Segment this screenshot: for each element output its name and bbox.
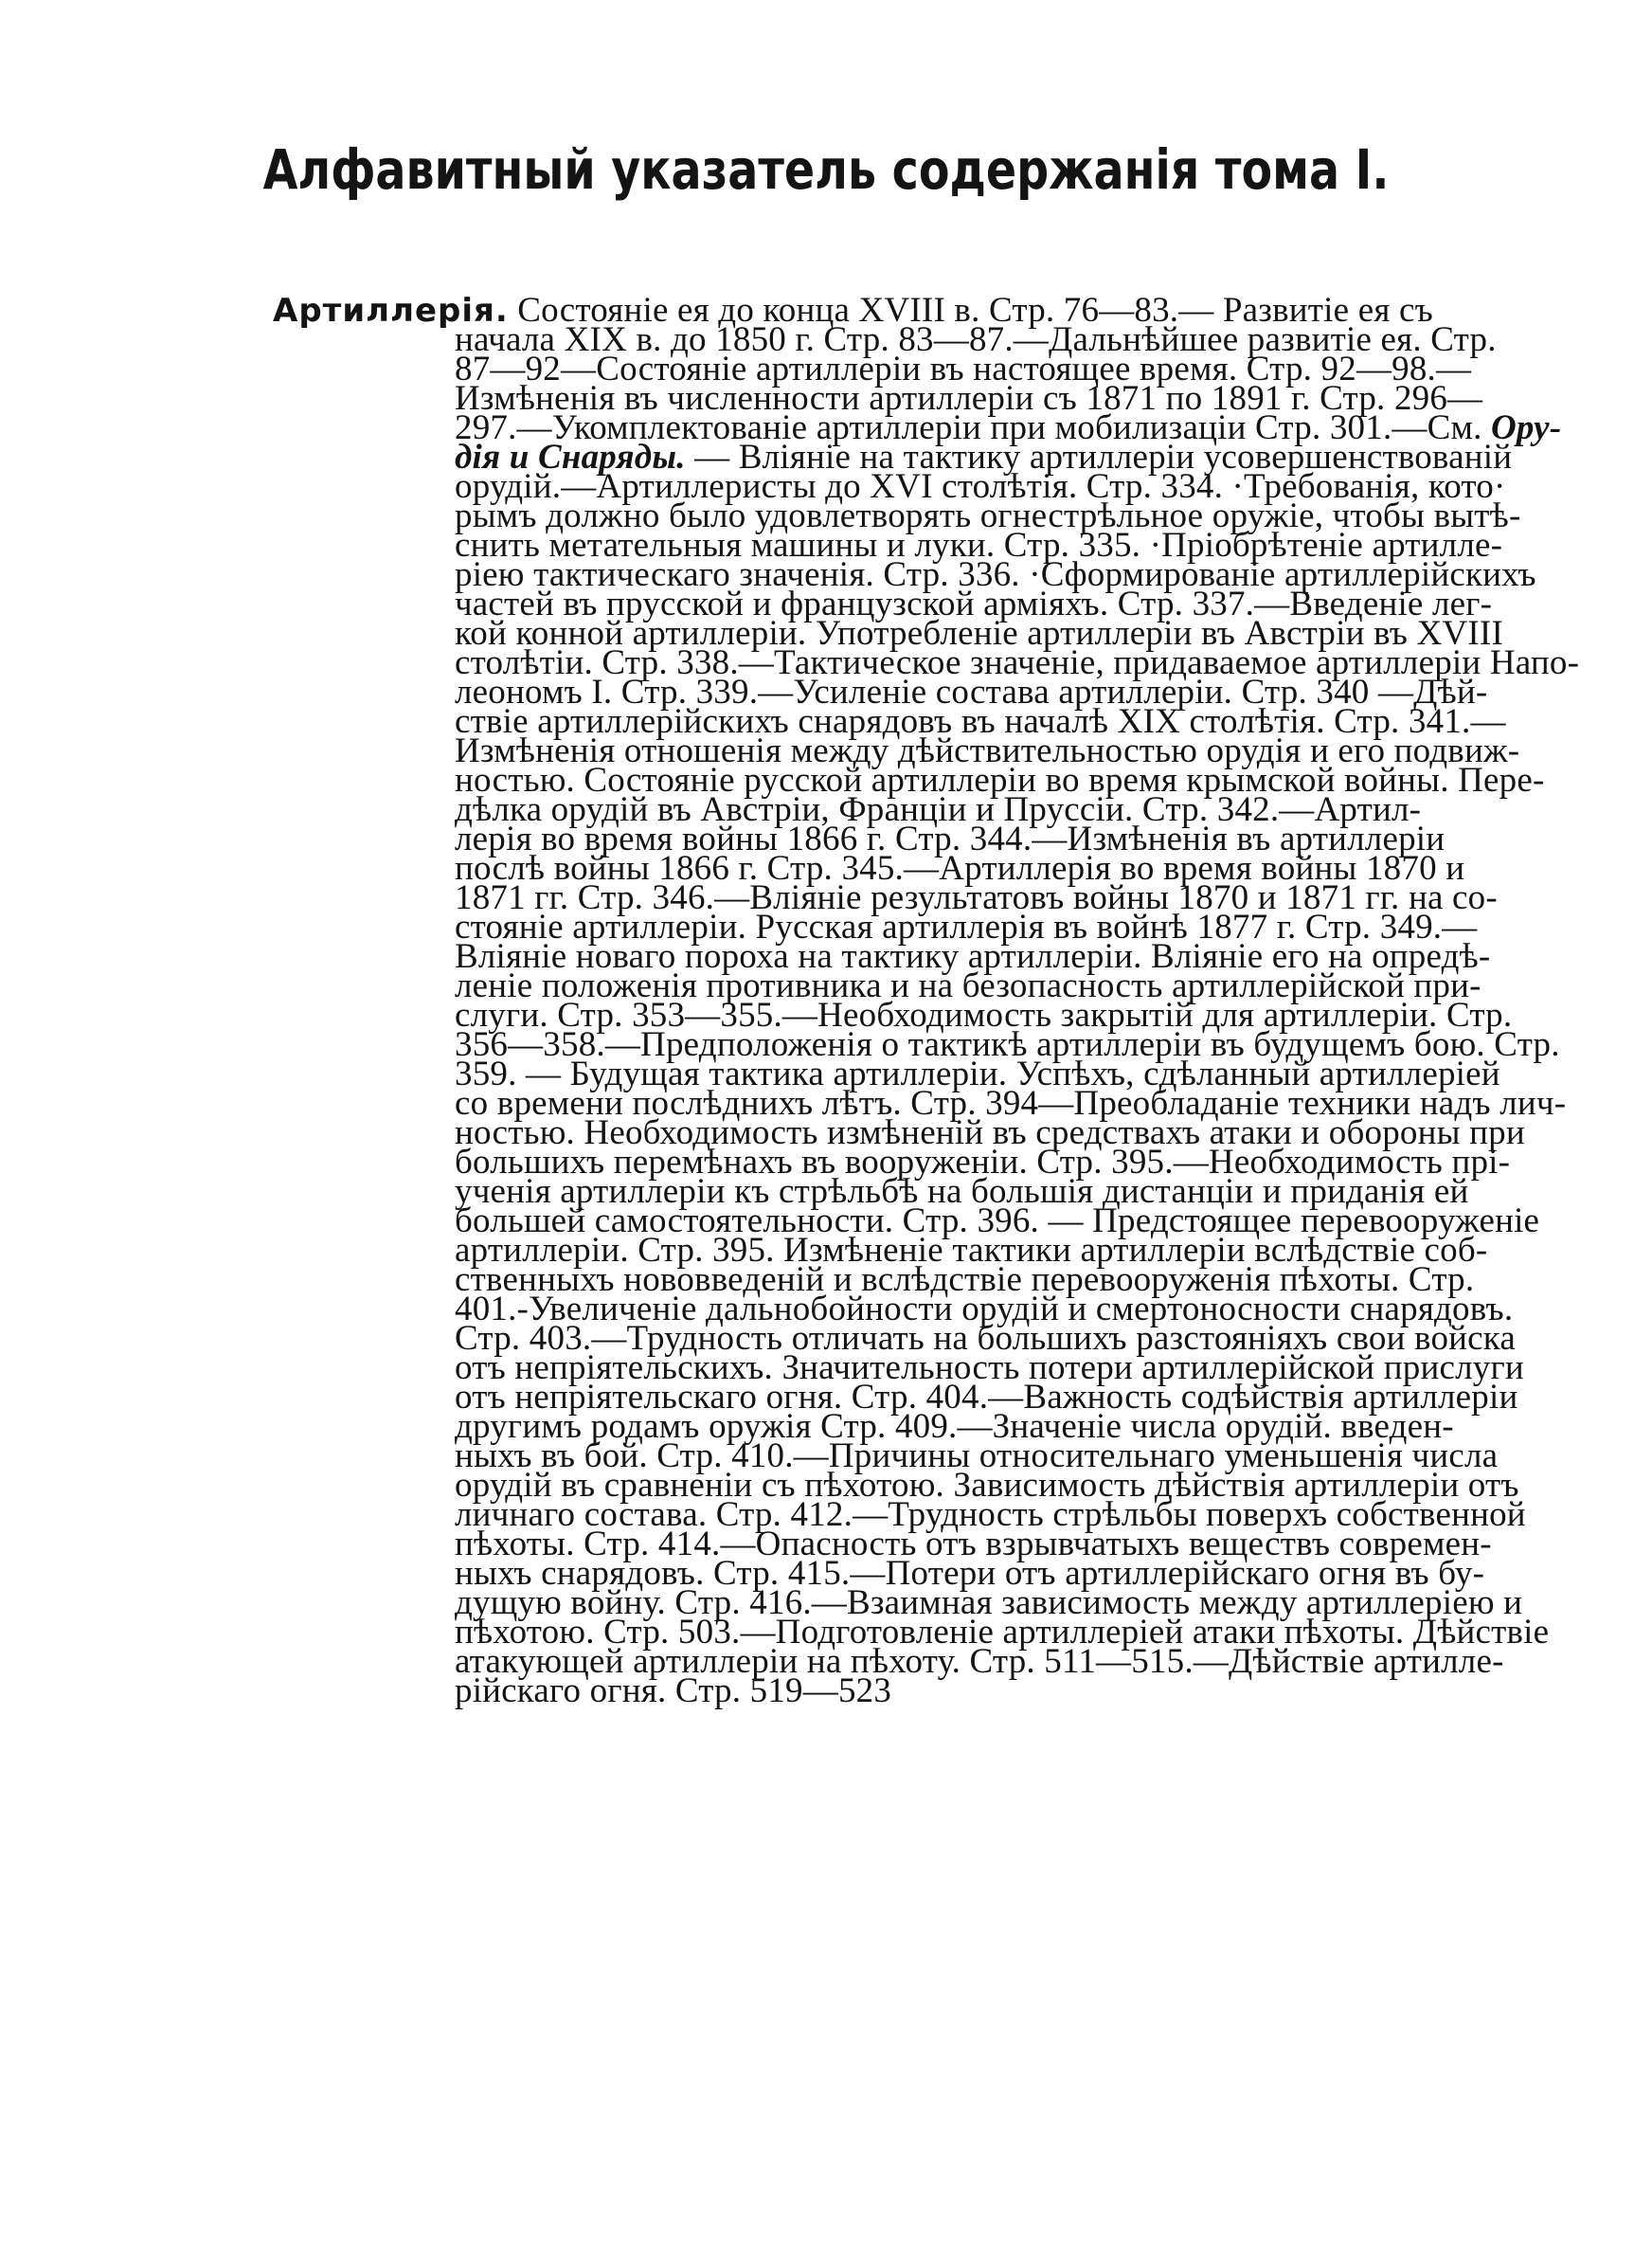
entry-line: другимъ родамъ оружія Стр. 409.—Значеніе числа орудій. введен- (455, 1407, 1454, 1446)
entry-line: стояніе артиллеріи. Русская артиллерія въ войнѣ 1877 г. Стр. 349.— (455, 908, 1478, 947)
entry-text: Состояніе ея до конца XVIII в. Стр. 76—83.— Развитіе ея съ (517, 291, 1433, 330)
entry-line: ственныхъ нововведеній и вслѣдствіе перевооруженія пѣхоты. Стр. (455, 1260, 1475, 1299)
entry-line: пѣхотою. Стр. 503.—Подготовленіе артиллеріей атаки пѣхоты. Дѣйствіе (455, 1613, 1550, 1652)
entry-line: личнаго состава. Стр. 412.—Трудность стрѣльбы поверхъ собственной (455, 1495, 1526, 1534)
entry-line: дущую войну. Стр. 416.—Взаимная зависимость между артиллеріею и (455, 1583, 1523, 1622)
entry-line: Измѣненія отношенія между дѣйствительностью орудія и его подвиж- (455, 731, 1520, 770)
entry-line: большихъ перемѣнахъ въ вооруженіи. Стр. 395.—Необходимость прі- (455, 1143, 1511, 1182)
entry-line: Стр. 403.—Трудность отличать на большихъ разстояніяхъ свои войска (455, 1319, 1517, 1358)
page-title: Алфавитный указатель содержанія тома I. (262, 137, 1390, 202)
entry-line: рымъ должно было удовлетворять огнестрѣльное оружіе, чтобы вытѣ- (455, 497, 1521, 535)
entry-line: ностью. Необходимость измѣненій въ средствахъ атаки и обороны при (455, 1113, 1525, 1152)
entry-line: 359. — Будущая тактика артиллеріи. Успѣхъ, сдѣланный артиллеріей (455, 1055, 1500, 1093)
entry-line: большей самостоятельности. Стр. 396. — Предстоящее перевооруженіе (455, 1201, 1540, 1240)
entry-line: 401.-Увеличеніе дальнобойности орудій и смертоносности снарядовъ. (455, 1290, 1514, 1328)
entry-line: ученія артиллеріи къ стрѣльбѣ на большія дистанціи и приданія ей (455, 1172, 1469, 1211)
entry-line: ностью. Состояніе русской артиллеріи во время крымской войны. Пере- (455, 761, 1545, 800)
entry-text-italic: дія и (455, 438, 538, 477)
entry-line: слуги. Стр. 353—355.—Необходимость закрытій для артиллеріи. Стр. (455, 996, 1513, 1035)
entry-line: леніе положенія противника и на безопасность артиллерійской при- (455, 966, 1481, 1005)
entry-line: Вліяніе новаго пороха на тактику артиллеріи. Вліяніе его на опредѣ- (455, 937, 1491, 976)
entry-line: со времени послѣднихъ лѣтъ. Стр. 394—Преобладаніе техники надъ лич- (455, 1084, 1567, 1123)
entry-line: снить метательныя машины и луки. Стр. 335. ·Пріобрѣтеніе артилле- (455, 526, 1503, 565)
entry-line: 87—92—Состояніе артиллеріи въ настоящее время. Стр. 92—98.— (455, 350, 1472, 388)
entry-line: столѣтіи. Стр. 338.—Тактическое значеніе, придаваемое артиллеріи Напо- (455, 643, 1580, 682)
entry-line: кой конной артиллеріи. Употребленіе артиллеріи въ Австріи въ XVIII (455, 614, 1503, 653)
entry-line: 1871 гг. Стр. 346.—Вліяніе результатовъ войны 1870 и 1871 гг. на со- (455, 878, 1498, 917)
entry-line: атакующей артиллеріи на пѣхоту. Стр. 511—515.—Дѣйствіе артилле- (455, 1642, 1504, 1681)
entry-line: частей въ прусской и французской арміяхъ. Стр. 337.—Введеніе лег- (455, 585, 1493, 623)
entry-headword: Артиллерія. (273, 292, 509, 330)
entry-line: послѣ войны 1866 г. Стр. 345.—Артиллерія во время войны 1870 и (455, 849, 1465, 888)
entry-line: ныхъ снарядовъ. Стр. 415.—Потери отъ артиллерійскаго огня въ бу- (455, 1554, 1485, 1593)
entry-line: отъ непріятельскихъ. Значительность потери артиллерійской прислуги (455, 1348, 1524, 1387)
entry-line: орудій въ сравненіи съ пѣхотою. Зависимость дѣйствія артиллеріи отъ (455, 1466, 1519, 1505)
entry-text: 297.—Укомплектованіе артиллеріи при мобилизаціи Стр. 301.—См. (455, 408, 1491, 447)
entry-line: леономъ I. Стр. 339.—Усиленіе состава артиллеріи. Стр. 340 —Дѣй- (455, 673, 1488, 712)
cross-reference: Ору- (1490, 408, 1562, 447)
entry-text: — Вліяніе на тактику артиллеріи усовершенствованій (685, 438, 1513, 477)
entry-line: отъ непріятельскаго огня. Стр. 404.—Важность содѣйствія артиллеріи (455, 1378, 1518, 1417)
entry-line: пѣхоты. Стр. 414.—Опасность отъ взрывчатыхъ веществъ современ- (455, 1525, 1492, 1563)
cross-reference: Снаряды. (537, 438, 686, 477)
entry-line: лерія во время войны 1866 г. Стр. 344.—Измѣненія въ артиллеріи (455, 820, 1446, 858)
entry-line: рійскаго огня. Стр. 519—523 (455, 1671, 892, 1710)
entry-line: артиллеріи. Стр. 395. Измѣненіе тактики артиллеріи вслѣдствіе соб- (455, 1231, 1488, 1270)
entry-line: ріею тактическаго значенія. Стр. 336. ·Сформированіе артиллерійскихъ (455, 555, 1536, 594)
entry-line: ствіе артиллерійскихъ снарядовъ въ началѣ XIX столѣтія. Стр. 341.— (455, 702, 1506, 741)
entry-line: ныхъ въ бой. Стр. 410.—Причины относительнаго уменьшенія числа (455, 1436, 1499, 1475)
entry-line: орудій.—Артиллеристы до XVI столѣтія. Стр. 334. ·Требованія, кото· (455, 467, 1506, 506)
entry-line: 356—358.—Предположенія о тактикѣ артиллеріи въ будущемъ бою. Стр. (455, 1025, 1560, 1064)
entry-line: дѣлка орудій въ Австріи, Франціи и Пруссіи. Стр. 342.—Артил- (455, 790, 1422, 829)
entry-line: Измѣненія въ численности артиллеріи съ 1871 по 1891 г. Стр. 296— (455, 379, 1483, 418)
entry-line: начала XIX в. до 1850 г. Стр. 83—87.—Дальнѣйшее развитіе ея. Стр. (455, 320, 1497, 359)
index-entry (273, 291, 1580, 1710)
